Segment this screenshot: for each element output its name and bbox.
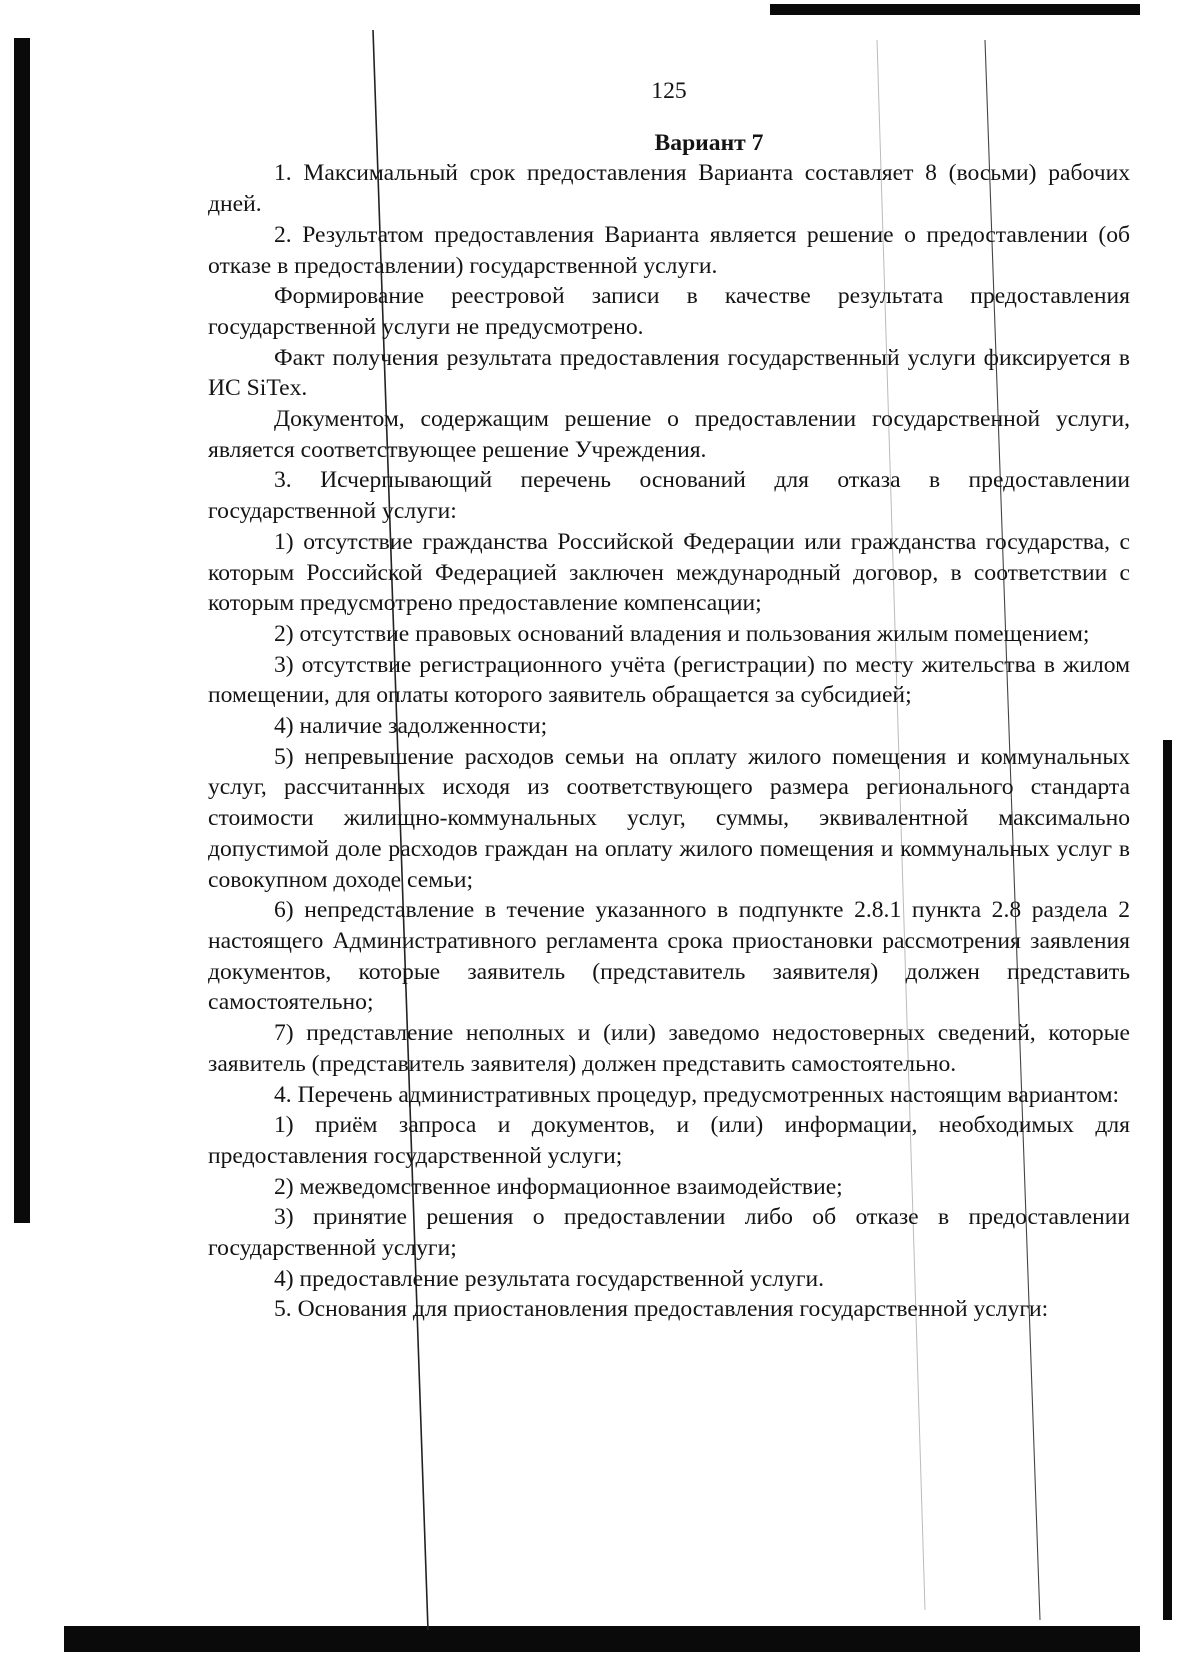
list-item-refusal-6: 6) непредставление в течение указанного в подпункте 2.8.1 пункта 2.8 раздела 2 настоящего Административного регламента срока приостановки рассмотрения заявления документов, которые заявитель (представитель заявителя) должен представить самостоятельно; [208,897,1130,1016]
list-item-refusal-5: 5) непревышение расходов семьи на оплату жилого помещения и коммунальных услуг, рассчитанных исходя из соответствующего размера регионального стандарта стоимости жилищно-коммунальных услуг, суммы, эквивалентной максимально допустимой доле расходов граждан на оплату жилого помещения и коммунальных услуг в совокупном доходе семьи; [208,743,1130,893]
list-item-refusal-4: 4) наличие задолженности; [274,713,548,740]
document-body [208,76,1130,1325]
scan-border-top [770,4,1140,15]
paragraph-result: 2. Результатом предоставления Варианта является решение о предоставлении (об отказе в предоставлении) государственной услуги. [208,221,1130,279]
page-number: 125 [651,78,687,104]
list-item-procedure-1: 1) приём запроса и документов, и (или) информации, необходимых для предоставления государственной услуги; [208,1112,1130,1169]
paragraph-refusal-grounds-heading: 3. Исчерпывающий перечень оснований для отказа в предоставлении государственной услуги: [208,467,1130,525]
scan-border-right [1163,740,1172,1620]
list-item-procedure-2: 2) межведомственное информационное взаимодействие; [274,1173,843,1200]
list-item-refusal-7: 7) представление неполных и (или) заведомо недостоверных сведений, которые заявитель (представитель заявителя) должен представить самостоятельно. [208,1020,1130,1077]
paragraph-suspension-grounds: 5. Основания для приостановления предоставления государственной услуги: [274,1296,1049,1323]
paragraph-result-fixation: Факт получения результата предоставления государственный услуги фиксируется в ИС SiTex. [208,344,1130,402]
variant-title: Вариант 7 [654,129,764,156]
list-item-procedure-3: 3) принятие решения о предоставлении либо об отказе в предоставлении государственной услуги; [208,1204,1130,1262]
paragraph-procedures-heading: 4. Перечень административных процедур, предусмотренных настоящим вариантом: [274,1081,1120,1108]
scan-border-left [14,38,30,1223]
scan-border-bottom [64,1626,1140,1652]
list-item-refusal-2: 2) отсутствие правовых оснований владения и пользования жилым помещением; [274,620,1090,647]
list-item-refusal-1: 1) отсутствие гражданства Российской Федерации или гражданства государства, с которым Российской Федерацией заключен международный договор, в соответствии с которым предусмотрено предоставление компенсации; [208,528,1130,617]
paragraph-decision-document: Документом, содержащим решение о предоставлении государственной услуги, является соответствующее решение Учреждения. [208,406,1130,463]
paragraph-registry-record: Формирование реестровой записи в качестве результата предоставления государственной услуги не предусмотрено. [208,283,1130,340]
list-item-procedure-4: 4) предоставление результата государственной услуги. [274,1265,825,1292]
paragraph-max-term: 1. Максимальный срок предоставления Варианта составляет 8 (восьми) рабочих дней. [208,160,1130,218]
list-item-refusal-3: 3) отсутствие регистрационного учёта (регистрации) по месту жительства в жилом помещении, для оплаты которого заявитель обращается за субсидией; [208,651,1130,709]
